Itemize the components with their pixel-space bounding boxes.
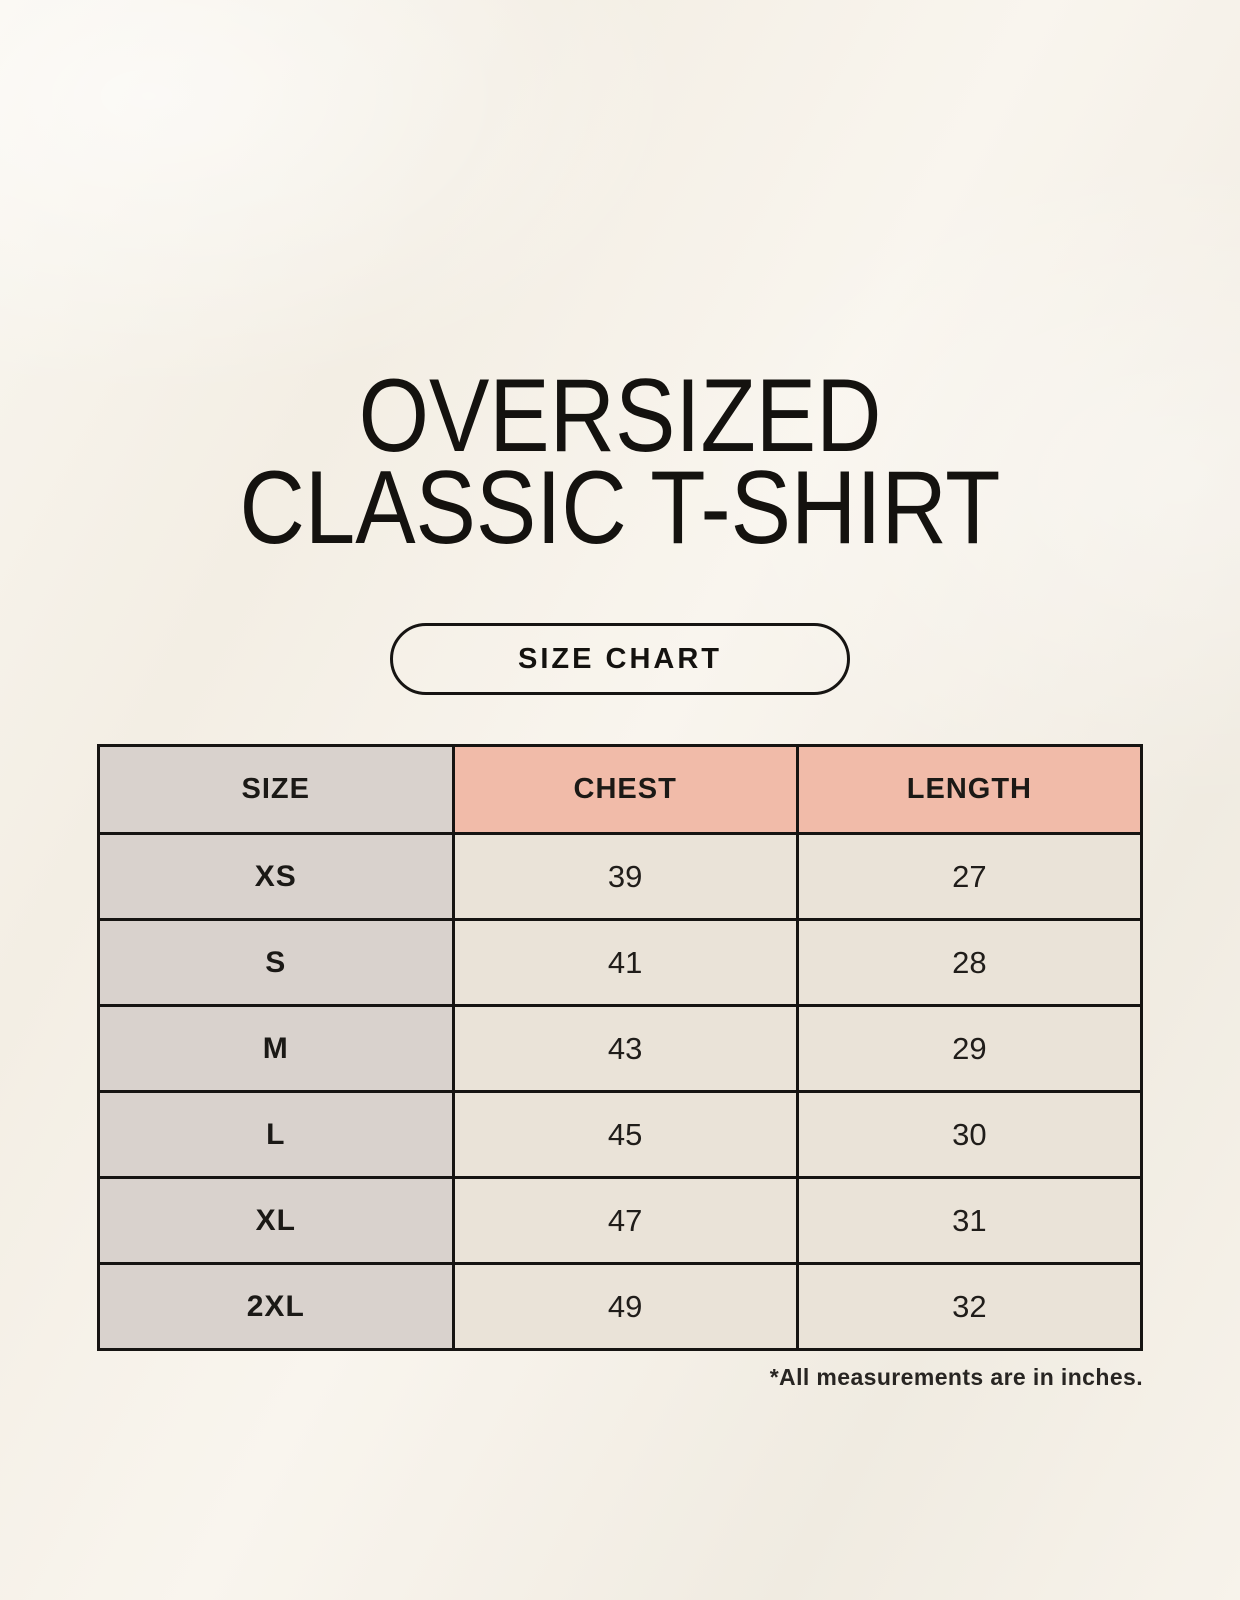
column-header-length: LENGTH [797, 746, 1141, 834]
chest-value: 41 [453, 920, 797, 1006]
chest-value: 49 [453, 1264, 797, 1350]
product-title-line-2: CLASSIC T-SHIRT [239, 449, 1001, 566]
column-header-size: SIZE [99, 746, 454, 834]
table-row [99, 834, 1142, 920]
chest-value: 47 [453, 1178, 797, 1264]
table-row [99, 1092, 1142, 1178]
length-value: 28 [797, 920, 1141, 1006]
size-label: M [99, 1006, 454, 1092]
product-title [81, 357, 1160, 566]
chest-value: 39 [453, 834, 797, 920]
size-label: XS [99, 834, 454, 920]
header-row [99, 746, 1142, 834]
table-header [99, 746, 1142, 834]
product-title-line-1: OVERSIZED [358, 357, 882, 474]
size-chart-table [97, 744, 1143, 1351]
table-body [99, 834, 1142, 1350]
size-label: S [99, 920, 454, 1006]
column-header-chest: CHEST [453, 746, 797, 834]
table-row [99, 1006, 1142, 1092]
length-value: 31 [797, 1178, 1141, 1264]
size-chart-button[interactable]: SIZE CHART [390, 623, 850, 695]
length-value: 29 [797, 1006, 1141, 1092]
table-row [99, 1178, 1142, 1264]
size-label: XL [99, 1178, 454, 1264]
length-value: 30 [797, 1092, 1141, 1178]
size-label: L [99, 1092, 454, 1178]
table-row [99, 1264, 1142, 1350]
size-label: 2XL [99, 1264, 454, 1350]
chest-value: 45 [453, 1092, 797, 1178]
length-value: 27 [797, 834, 1141, 920]
table-row [99, 920, 1142, 1006]
chest-value: 43 [453, 1006, 797, 1092]
measurement-note: *All measurements are in inches. [769, 1364, 1143, 1391]
length-value: 32 [797, 1264, 1141, 1350]
